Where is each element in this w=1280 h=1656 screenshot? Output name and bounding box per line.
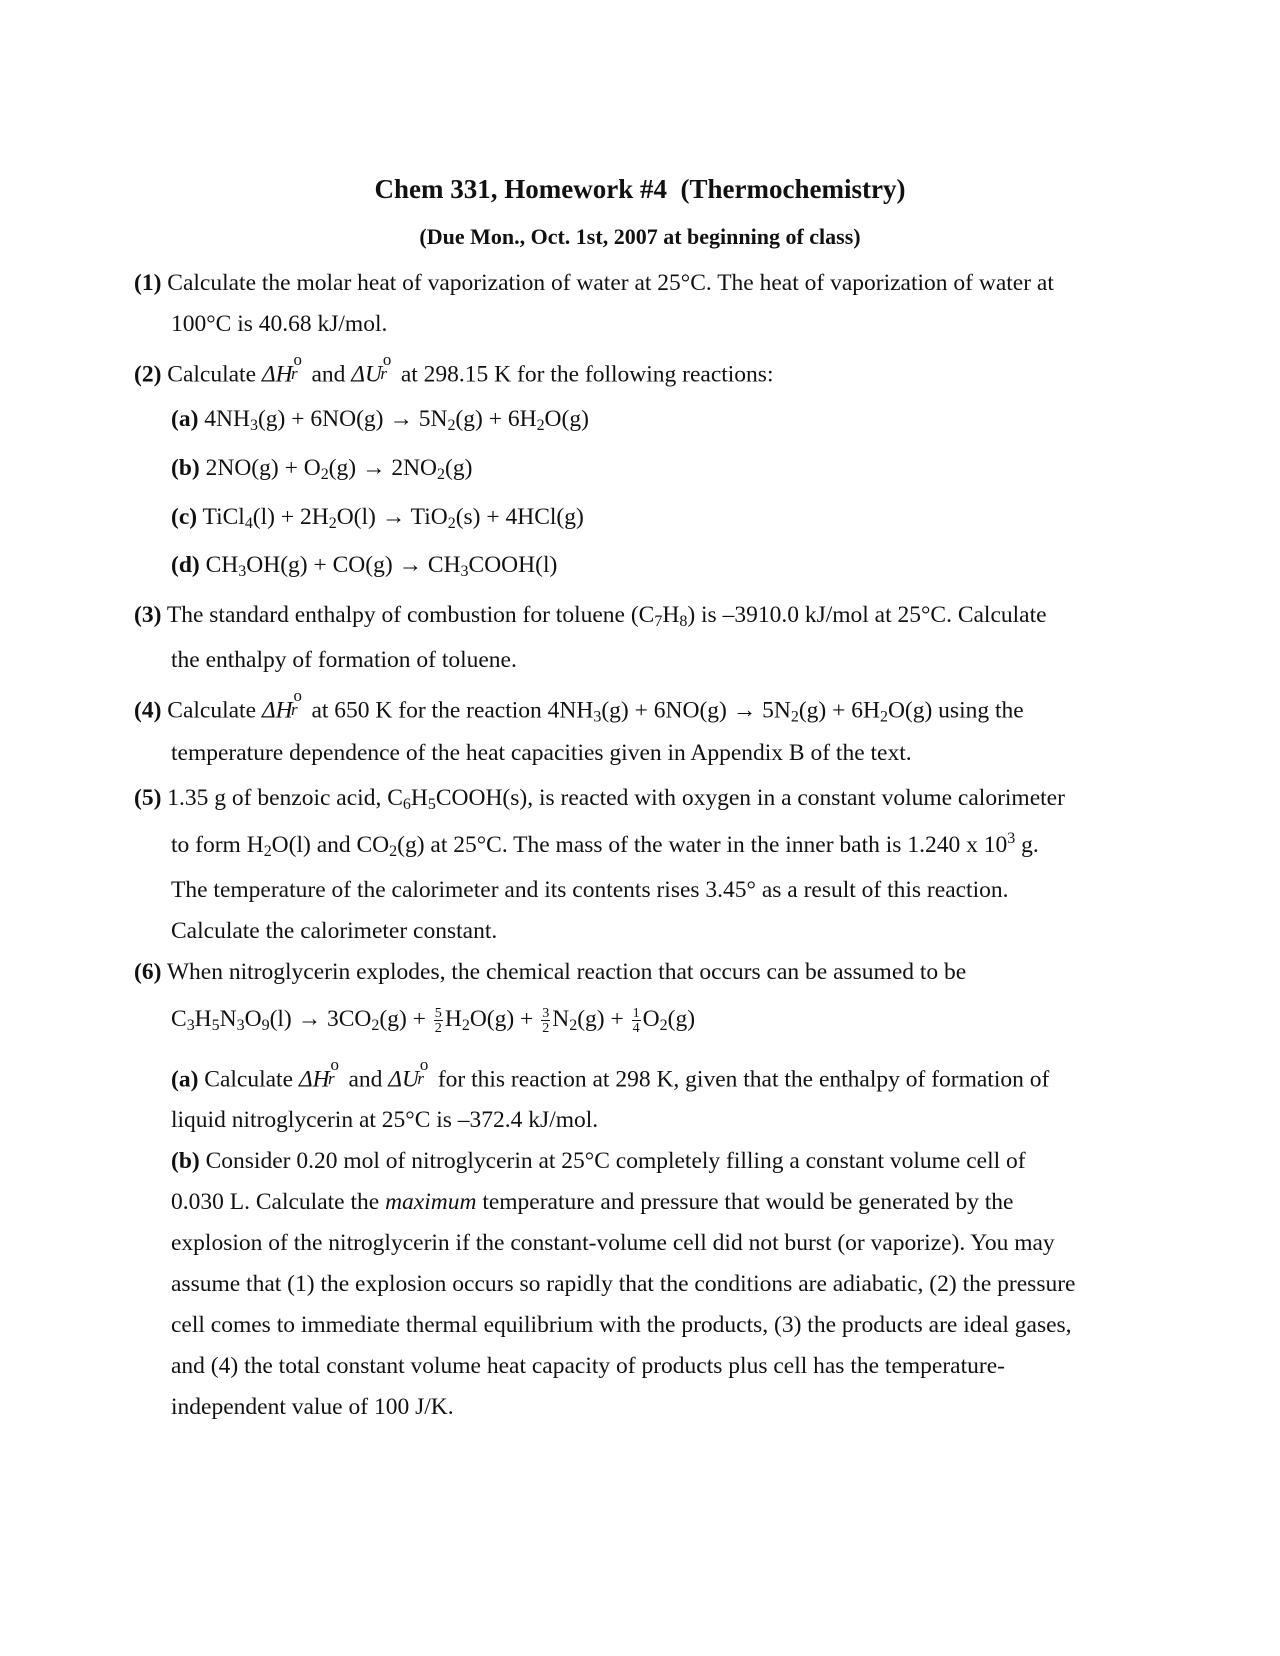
denominator: 2 [434, 1020, 442, 1037]
page-subtitle: (Due Mon., Oct. 1st, 2007 at beginning of class) [419, 224, 861, 249]
subscript: 2 [263, 842, 272, 860]
question-text: and [342, 1066, 389, 1093]
subscript: 2 [371, 1016, 380, 1034]
formula-part: N [219, 1005, 237, 1032]
question-number: (1) [134, 270, 162, 296]
question-6a-line-2: liquid nitroglycerin at 25°C is –372.4 kJ/mol. [171, 1107, 599, 1133]
question-text: Calculate the molar heat of vaporization of water at 25°C. The heat of vaporization of water at [167, 270, 1054, 296]
delta-h-symbol: ΔH [261, 697, 293, 724]
subscript: 5 [427, 795, 436, 813]
formula-part: OH(g) + CO(g) → CH [246, 552, 461, 578]
sub-question-label: (a) [171, 1066, 199, 1093]
formula-part: N [552, 1005, 570, 1032]
r-subscript: r [417, 1068, 424, 1088]
subscript: 3 [236, 1016, 245, 1034]
question-text: (g) + 6H [798, 697, 880, 724]
question-text: O(g) using the [887, 697, 1024, 724]
question-text: Calculate [198, 1066, 299, 1093]
degree-mark: o [293, 686, 302, 706]
question-5-line-3: The temperature of the calorimeter and its contents rises 3.45° as a result of this reaction. [171, 877, 1009, 903]
question-text: at 650 K for the reaction 4NH [305, 697, 594, 724]
question-4-line-2: temperature dependence of the heat capacities given in Appendix B of the text. [171, 740, 912, 766]
delta-u-symbol: ΔU [351, 361, 383, 388]
formula-part: (s) + 4HCl(g) [455, 504, 584, 530]
question-text: g. [1015, 832, 1039, 858]
question-5-line-4: Calculate the calorimeter constant. [171, 918, 498, 944]
question-text: 0.030 L. Calculate the [171, 1189, 386, 1215]
subscript: 2 [569, 1016, 578, 1034]
formula-part: 4NH [204, 406, 250, 432]
question-1-line-2: 100°C is 40.68 kJ/mol. [171, 311, 388, 337]
formula-part: CH [205, 552, 239, 578]
standard-reaction-mark [417, 1055, 432, 1088]
subscript: 2 [879, 708, 888, 726]
formula-part: O [642, 1005, 660, 1032]
reaction-a [171, 408, 589, 432]
formula-part: O(g) [544, 406, 589, 432]
formula-part: COOH(l) [468, 552, 558, 578]
question-text: (g) at 25°C. The mass of the water in the inner bath is 1.240 x 10 [397, 832, 1008, 858]
question-text: 1.35 g of benzoic acid, C [167, 785, 403, 811]
formula-part: H [444, 1005, 462, 1032]
subscript: 2 [447, 416, 456, 434]
fraction-5-2 [434, 1006, 443, 1035]
subscript: 4 [244, 514, 253, 532]
page-title: Chem 331, Homework #4 (Thermochemistry) [374, 174, 906, 204]
degree-mark: o [330, 1055, 339, 1075]
r-subscript: r [290, 699, 298, 719]
r-subscript: r [327, 1068, 335, 1088]
subscript: 2 [461, 1016, 470, 1034]
formula-part: (g) + [379, 1005, 432, 1032]
formula-part: TiCl [202, 504, 245, 530]
question-2-line-1 [134, 350, 774, 388]
delta-h-symbol: ΔH [261, 361, 293, 388]
denominator: 4 [632, 1020, 640, 1037]
question-number: (6) [134, 959, 162, 985]
question-number: (2) [134, 361, 162, 388]
formula-part: H [194, 1005, 212, 1032]
question-text: The standard enthalpy of combustion for toluene (C [161, 602, 655, 628]
emphasized-word: maximum [385, 1189, 477, 1215]
question-text: O(l) and CO [271, 832, 390, 858]
formula-part: (g) + 6H [455, 406, 537, 432]
question-text: Consider 0.20 mol of nitroglycerin at 25°C completely filling a constant volume cell of [199, 1148, 1026, 1174]
degree-mark: o [419, 1055, 429, 1075]
degree-mark: o [293, 350, 302, 370]
question-6-line-1 [134, 961, 966, 985]
question-5-line-1 [134, 787, 1065, 811]
sub-question-label: (d) [171, 552, 200, 578]
question-text: Calculate [167, 697, 262, 724]
standard-reaction-mark [380, 350, 395, 383]
denominator: 2 [542, 1020, 550, 1037]
subscript: 7 [654, 612, 663, 630]
question-6b-line-5: cell comes to immediate thermal equilibrium with the products, (3) the products are ideal gases, [171, 1312, 1072, 1338]
subscript: 8 [679, 612, 688, 630]
subscript: 2 [536, 416, 545, 434]
question-1-line-1 [134, 272, 1054, 296]
question-text: for this reaction at 298 K, given that the enthalpy of formation of [431, 1066, 1050, 1093]
formula-part: (g) + [577, 1005, 630, 1032]
question-3-line-1 [134, 604, 1047, 628]
question-text: When nitroglycerin explodes, the chemical reaction that occurs can be assumed to be [166, 959, 967, 985]
sub-question-label: (a) [171, 406, 199, 432]
question-5-line-2 [171, 830, 1039, 860]
degree-mark: o [382, 350, 392, 370]
formula-part: C [171, 1005, 187, 1032]
reaction-b [171, 457, 472, 481]
formula-part: 2NO(g) + O [205, 455, 321, 481]
subscript: 3 [460, 562, 469, 580]
question-4-line-1 [134, 686, 1024, 726]
nitroglycerin-equation [171, 1006, 695, 1035]
reaction-c [171, 506, 584, 530]
question-6b-line-3: explosion of the nitroglycerin if the constant-volume cell did not burst (or vaporize). You may [171, 1230, 1055, 1256]
subscript: 3 [238, 562, 247, 580]
formula-part: (g) [667, 1005, 696, 1032]
delta-h-symbol: ΔH [298, 1066, 330, 1093]
question-text: H [662, 602, 680, 628]
subscript: 3 [249, 416, 258, 434]
question-number: (4) [134, 697, 162, 724]
question-text: temperature and pressure that would be generated by the [476, 1189, 1014, 1215]
delta-u-symbol: ΔU [388, 1066, 420, 1093]
numerator: 5 [434, 1005, 442, 1021]
subscript: 5 [211, 1016, 220, 1034]
subscript: 3 [593, 708, 602, 726]
question-6b-line-2 [171, 1191, 1013, 1215]
subscript: 2 [320, 465, 329, 483]
formula-part: (l) → 3CO [269, 1005, 372, 1032]
subscript: 9 [261, 1016, 270, 1034]
question-text: to form H [171, 832, 264, 858]
subscript: 2 [790, 708, 799, 726]
question-6a-line-1 [171, 1055, 1050, 1093]
subscript: 2 [447, 514, 456, 532]
question-3-line-2: the enthalpy of formation of toluene. [171, 647, 517, 673]
sub-question-label: (c) [171, 504, 198, 530]
subscript: 2 [389, 842, 398, 860]
subscript: 2 [659, 1016, 668, 1034]
formula-part: (g) → 2NO [328, 455, 438, 481]
question-6b-line-4: assume that (1) the explosion occurs so rapidly that the conditions are adiabatic, (2) the pressure [171, 1271, 1076, 1297]
formula-part: O [244, 1005, 262, 1032]
question-text: COOH(s), is reacted with oxygen in a constant volume calorimeter [435, 785, 1065, 811]
question-number: (3) [134, 602, 162, 628]
numerator: 1 [632, 1005, 640, 1021]
subscript: 2 [328, 514, 337, 532]
question-text: H [410, 785, 428, 811]
numerator: 3 [542, 1005, 550, 1021]
question-text: Calculate [167, 361, 262, 388]
standard-reaction-mark [290, 350, 306, 383]
r-subscript: r [380, 363, 387, 383]
subscript: 2 [437, 465, 445, 483]
subscript: 6 [402, 795, 411, 813]
fraction-3-2 [541, 1006, 550, 1035]
sub-question-label: (b) [171, 455, 200, 481]
formula-part: (g) + 6NO(g) → 5N [257, 406, 448, 432]
formula-part: O(g) + [469, 1005, 540, 1032]
question-text: and [305, 361, 352, 388]
standard-reaction-mark [327, 1055, 343, 1088]
question-text: (g) + 6NO(g) → 5N [601, 697, 791, 724]
question-number: (5) [134, 785, 162, 811]
formula-part: O(l) → TiO [336, 504, 448, 530]
standard-reaction-mark [290, 686, 306, 719]
fraction-1-4 [632, 1006, 641, 1035]
question-6b-line-1 [171, 1150, 1026, 1174]
question-text: ) is –3910.0 kJ/mol at 25°C. Calculate [687, 602, 1047, 628]
r-subscript: r [290, 363, 298, 383]
question-text: at 298.15 K for the following reactions: [394, 361, 774, 388]
question-6b-line-6: and (4) the total constant volume heat capacity of products plus cell has the temperature- [171, 1353, 1005, 1379]
sub-question-label: (b) [171, 1148, 200, 1174]
formula-part: (g) [445, 455, 473, 481]
formula-part: (l) + 2H [252, 504, 329, 530]
reaction-d [171, 554, 557, 578]
subscript: 3 [186, 1016, 195, 1034]
question-6b-line-7: independent value of 100 J/K. [171, 1394, 454, 1420]
superscript: 3 [1007, 830, 1016, 848]
